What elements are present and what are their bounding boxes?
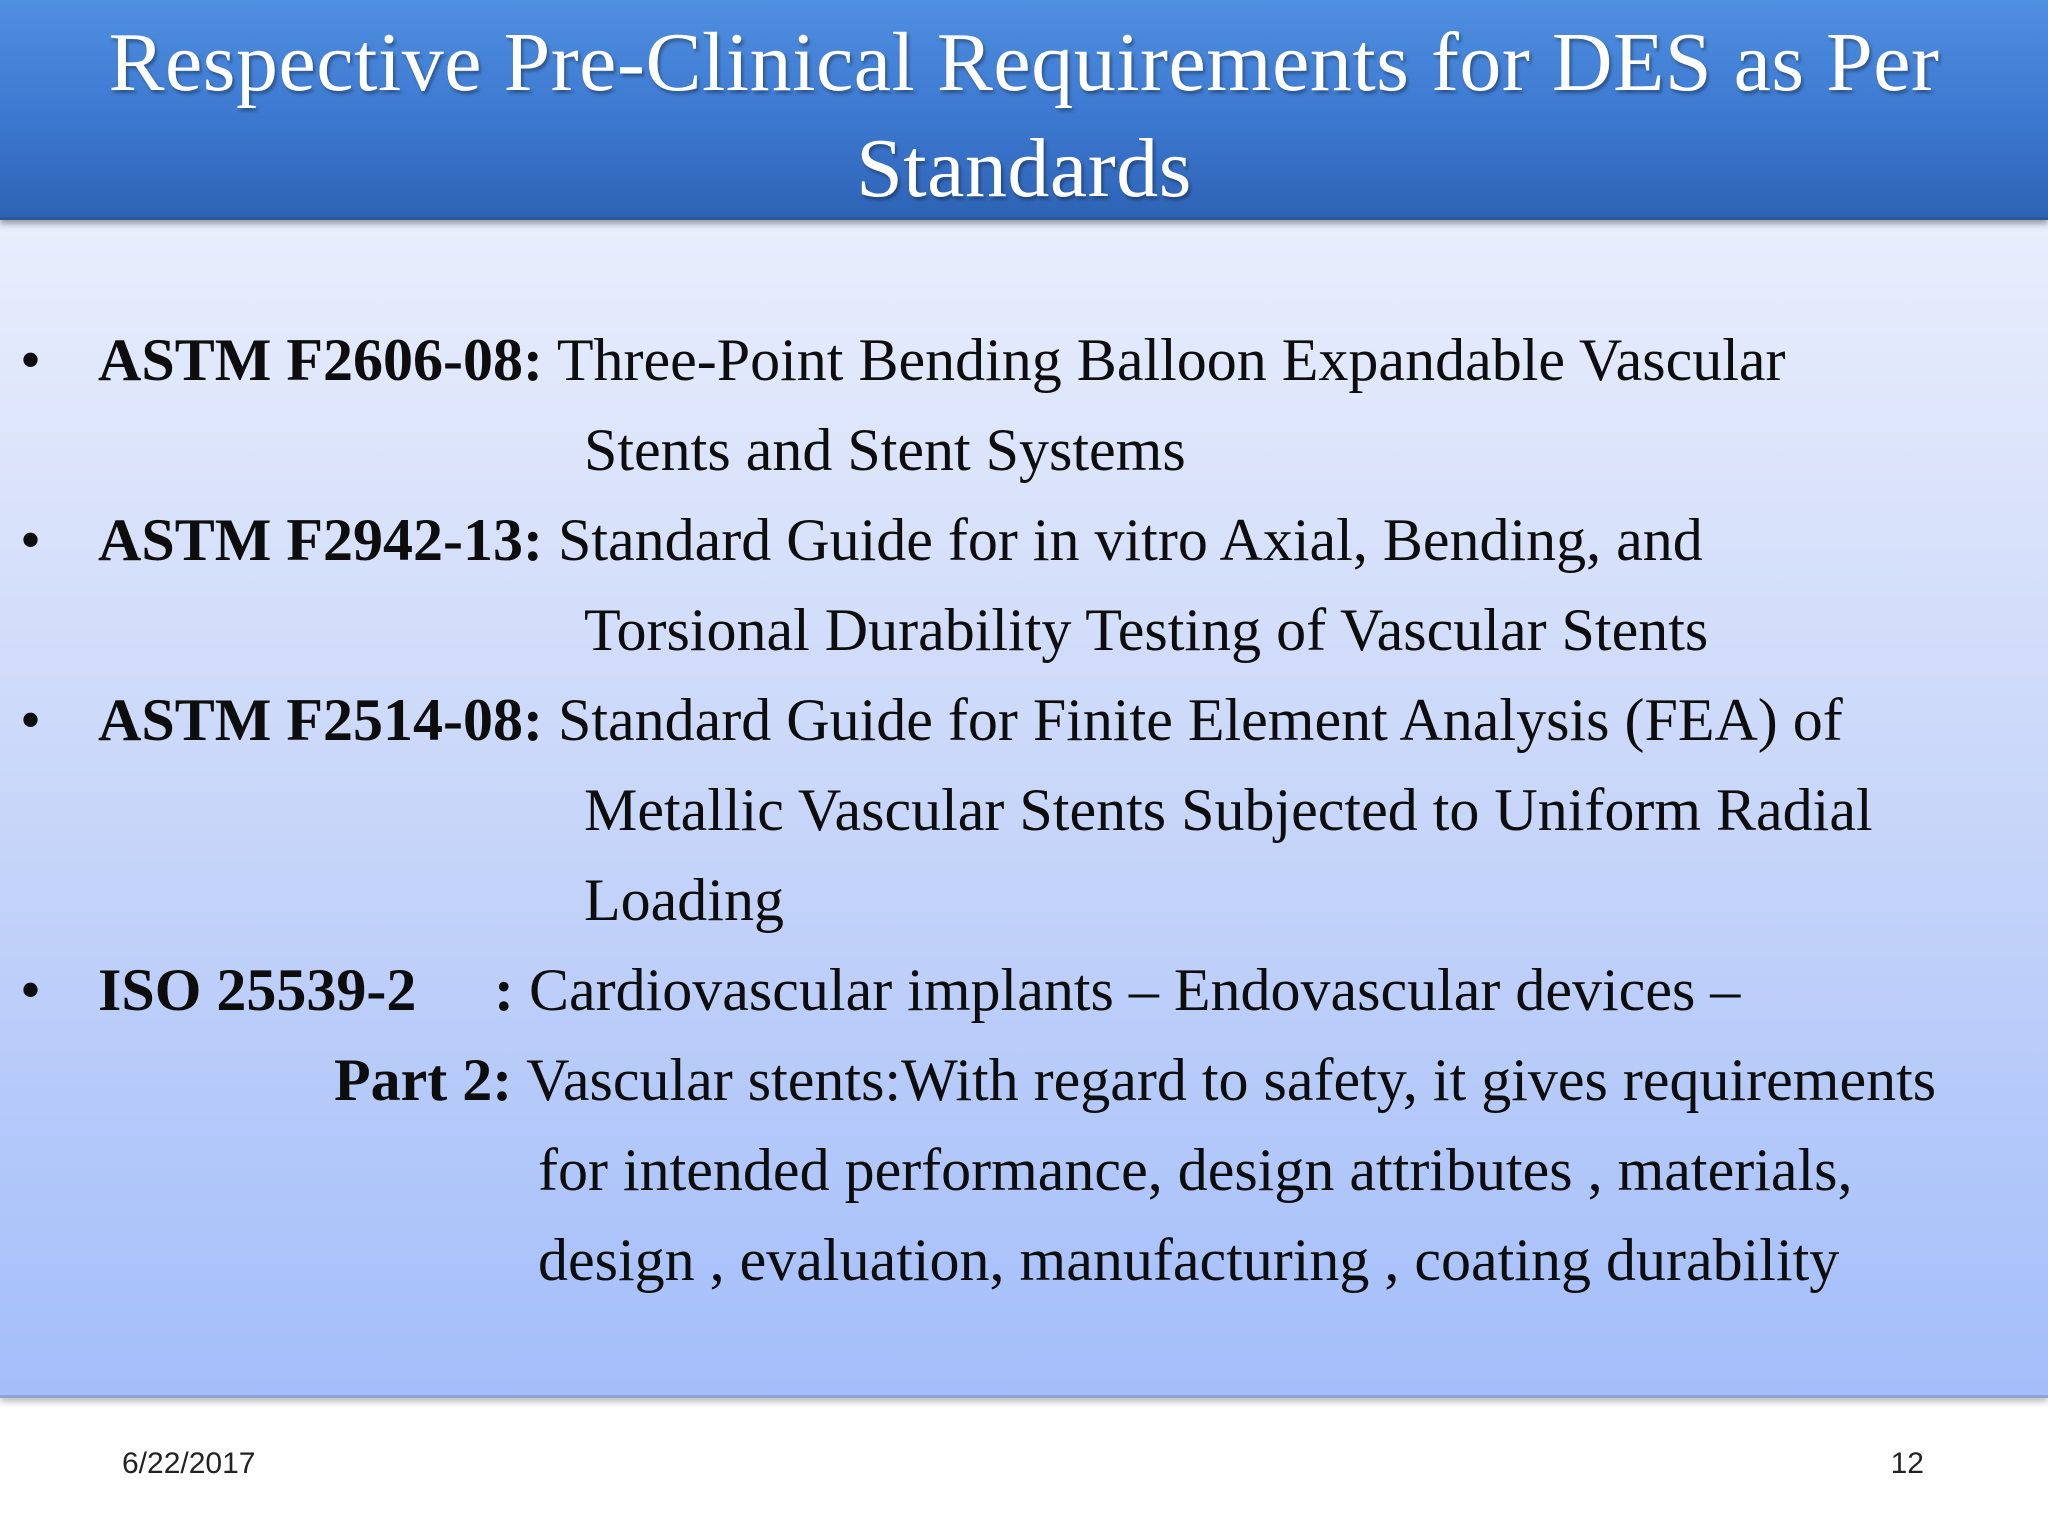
bullet-4: • <box>20 957 42 1023</box>
item-4-text-1: Cardiovascular implants – Endovascular devices – <box>528 957 1741 1023</box>
item-1-label: ASTM F2606-08: <box>98 327 543 393</box>
item-3-text-1: Standard Guide for Finite Element Analysis (FEA) of <box>557 687 1843 753</box>
item-2-line-1 <box>98 495 1703 585</box>
footer-date: 6/22/2017 <box>122 1447 256 1480</box>
item-2-label: ASTM F2942-13: <box>98 507 543 573</box>
item-4-sub-line-1 <box>334 1035 1936 1125</box>
item-1-line-1 <box>98 315 1785 405</box>
item-3-line-1 <box>98 675 1843 765</box>
item-4-sub-text-2: for intended performance, design attributes , materials, <box>538 1137 1853 1203</box>
item-4-sub-text-3: design , evaluation, manufacturing , coating durability <box>538 1227 1840 1293</box>
item-4-sub-label: Part 2: <box>334 1047 513 1113</box>
item-4-label-colon: : <box>494 957 514 1023</box>
item-4-line-1 <box>494 945 1740 1035</box>
title-bar <box>0 0 2048 220</box>
item-3-label: ASTM F2514-08: <box>98 687 543 753</box>
item-1-text-1: Three-Point Bending Balloon Expandable Vascular <box>556 327 1786 393</box>
item-3-text-3: Loading <box>584 867 784 933</box>
slide-title <box>20 10 2028 222</box>
bullet-2: • <box>20 507 42 573</box>
bullet-1: • <box>20 327 42 393</box>
item-4-label: ISO 25539-2 <box>98 957 417 1023</box>
slide-title-line-2: Standards <box>856 122 1192 215</box>
item-3-text-2: Metallic Vascular Stents Subjected to Uniform Radial <box>584 777 1873 843</box>
item-2-text-1: Standard Guide for in vitro Axial, Bending, and <box>557 507 1703 573</box>
bullet-3: • <box>20 687 42 753</box>
footer-page-number: 12 <box>1890 1447 1924 1480</box>
item-4-sub-text-1: Vascular stents:With regard to safety, it gives requirements <box>526 1047 1937 1113</box>
item-2-text-2: Torsional Durability Testing of Vascular Stents <box>584 597 1709 663</box>
item-1-text-2: Stents and Stent Systems <box>584 417 1186 483</box>
slide-title-line-1: Respective Pre-Clinical Requirements for DES as Per <box>108 16 1940 109</box>
